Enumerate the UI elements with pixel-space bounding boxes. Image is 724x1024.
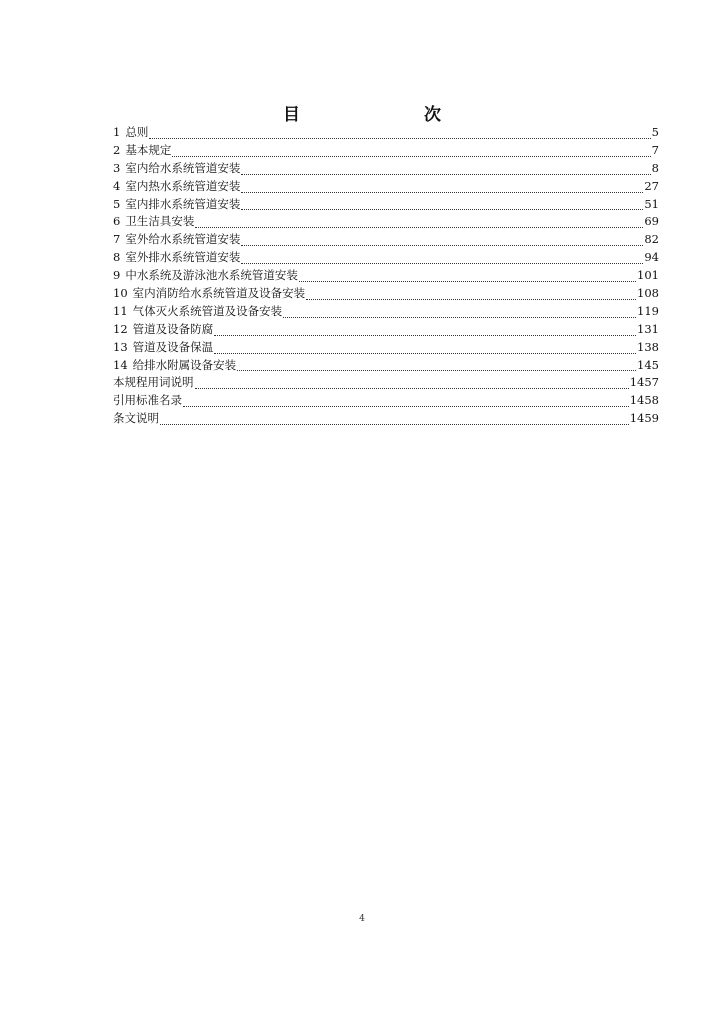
toc-entry-label: 引用标准名录 [113,393,182,408]
toc-entry[interactable] [113,374,659,392]
toc-dot-leader [241,209,643,210]
toc-entry-number: 2 [113,142,121,157]
toc-entry-page: 119 [637,303,659,318]
toc-entry-number: 13 [113,339,128,354]
toc-entry-number: 14 [113,357,128,372]
page-number: 4 [359,914,365,924]
toc-dot-leader [214,335,636,336]
toc-entry-number: 8 [113,250,121,265]
toc-entry[interactable] [113,339,659,357]
toc-entry-page: 82 [644,232,659,247]
toc-entry-page: 51 [644,196,659,211]
toc-entry-label: 管道及设备防腐 [132,321,214,336]
toc-entry-page: 131 [637,321,659,336]
toc-entry-label: 给排水附属设备安装 [132,357,237,372]
toc-entry[interactable] [113,178,659,196]
toc-dot-leader [241,245,643,246]
toc-entry-label: 室内给水系统管道安装 [125,160,241,175]
toc-entry-label: 室外排水系统管道安装 [125,250,241,265]
toc-entry-number: 11 [113,303,128,318]
toc-entry[interactable] [113,392,659,410]
toc-entry-page: 5 [651,125,659,139]
toc-entry-number: 3 [113,160,121,175]
toc-entry-page: 7 [651,142,659,157]
toc-entry-label: 管道及设备保温 [132,339,214,354]
toc-entry[interactable] [113,285,659,303]
toc-entry[interactable] [113,142,659,160]
toc-entry[interactable] [113,160,659,178]
toc-entry-page: 101 [637,268,659,283]
toc-dot-leader [306,299,636,300]
toc-entry[interactable] [113,321,659,339]
toc-entry[interactable] [113,196,659,214]
toc-entry-number: 9 [113,268,121,283]
toc-entry-number: 4 [113,178,121,193]
toc-dot-leader [283,317,636,318]
toc-entry-label: 本规程用词说明 [113,375,194,390]
toc-entry-number: 5 [113,196,121,211]
toc-entry-number: 12 [113,321,128,336]
toc-dot-leader [160,424,629,425]
toc-entry-page: 1457 [629,375,659,390]
toc-dot-leader [241,263,643,264]
toc-dot-leader [241,174,650,175]
toc-dot-leader [241,192,643,193]
toc-entry-number: 7 [113,232,121,247]
toc-dot-leader [195,388,629,389]
toc-entry-label: 气体灭火系统管道及设备安装 [132,303,283,318]
toc-entry-label: 条文说明 [113,411,159,426]
toc-list [113,124,659,428]
toc-entry-label: 卫生洁具安装 [125,214,195,229]
toc-entry[interactable] [113,410,659,428]
toc-dot-leader [183,406,629,407]
toc-entry[interactable] [113,213,659,231]
toc-entry-page: 138 [637,339,659,354]
toc-entry-label: 室内热水系统管道安装 [125,178,241,193]
toc-entry-label: 室内排水系统管道安装 [125,196,241,211]
toc-entry-label: 总则 [125,125,149,139]
toc-dot-leader [214,353,636,354]
toc-entry-page: 1459 [629,411,659,426]
toc-entry[interactable] [113,303,659,321]
toc-entry-page: 145 [637,357,659,372]
toc-entry-page: 94 [644,250,659,265]
toc-entry-label: 室外给水系统管道安装 [125,232,241,247]
toc-entry-page: 1458 [629,393,659,408]
toc-entry-label: 基本规定 [125,142,172,157]
toc-entry-number: 10 [113,286,128,301]
toc-entry-page: 108 [637,286,659,301]
toc-dot-leader [299,281,636,282]
toc-entry[interactable] [113,124,659,142]
toc-entry[interactable] [113,249,659,267]
toc-dot-leader [149,138,650,139]
toc-entry-page: 69 [644,214,659,229]
toc-entry-page: 8 [651,160,659,175]
toc-entry-label: 室内消防给水系统管道及设备安装 [132,286,306,301]
toc-entry[interactable] [113,357,659,375]
toc-dot-leader [195,227,643,228]
toc-entry-number: 6 [113,214,121,229]
toc-entry-page: 27 [644,178,659,193]
toc-entry-number: 1 [113,125,121,139]
toc-entry[interactable] [113,231,659,249]
toc-entry-label: 中水系统及游泳池水系统管道安装 [125,268,298,283]
toc-dot-leader [172,156,650,157]
toc-dot-leader [237,370,636,371]
toc-entry[interactable] [113,267,659,285]
toc-title: 目 次 [283,105,471,125]
